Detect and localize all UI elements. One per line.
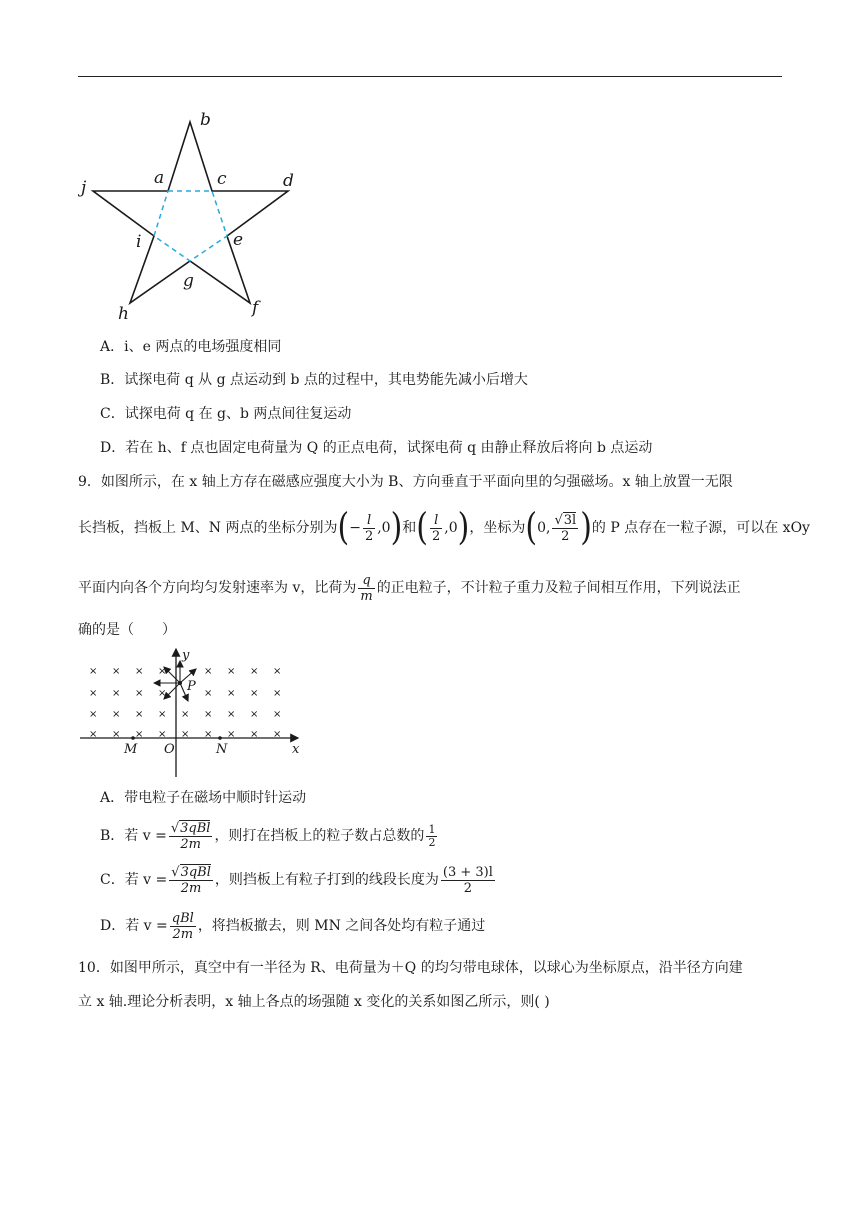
- q9-stem-line1: 9．如图所示，在 x 轴上方存在磁感应强度大小为 B、方向垂直于平面向里的匀强磁场。x 轴上放置一无限: [78, 474, 733, 490]
- q8-option-c: C．试探电荷 q 在 g、b 两点间往复运动: [100, 406, 352, 422]
- q9-stem-line3: 平面内向各个方向均匀发射速率为 v，比荷为 $\frac{q}{m}$ 的正电粒子，不计粒子重力及粒子间相互作用，下列说法正: [78, 572, 741, 604]
- field-cross-mark: ×: [158, 688, 167, 699]
- field-cross-mark: ×: [227, 709, 236, 720]
- field-cross-mark: ×: [112, 709, 121, 720]
- star-figure: [78, 105, 318, 325]
- q9-option-b: B．若 v = $\frac{\text{√3qBl}}{2m}$ ，则打在挡板上的粒子数占总数的 $\frac{1}{2}$: [100, 821, 436, 852]
- point-m: [131, 736, 135, 740]
- field-cross-mark: ×: [89, 729, 98, 740]
- label-d: d: [283, 171, 294, 191]
- field-cross-mark: ×: [250, 709, 259, 720]
- label-j: j: [81, 178, 87, 198]
- label-c: c: [217, 169, 227, 189]
- field-cross-mark: ×: [273, 666, 282, 677]
- label-f: f: [252, 298, 259, 318]
- field-cross-mark: ×: [112, 688, 121, 699]
- q10-stem-line2: 立 x 轴.理论分析表明，x 轴上各点的场强随 x 变化的关系如图乙所示，则( ): [78, 994, 550, 1010]
- label-a: a: [154, 168, 165, 188]
- field-cross-mark: ×: [227, 729, 236, 740]
- point-n: [218, 736, 222, 740]
- magnetic-field-figure: [78, 645, 308, 780]
- field-cross-mark: ×: [89, 666, 98, 677]
- field-cross-mark: ×: [204, 729, 213, 740]
- field-cross-mark: ×: [204, 709, 213, 720]
- label-y: y: [182, 648, 190, 663]
- label-e: e: [233, 230, 244, 250]
- field-cross-mark: ×: [89, 688, 98, 699]
- label-m: M: [124, 742, 138, 757]
- field-cross-mark: ×: [204, 688, 213, 699]
- q9-stem-line4: 确的是（ ）: [78, 622, 176, 638]
- field-cross-mark: ×: [135, 729, 144, 740]
- field-cross-mark: ×: [135, 709, 144, 720]
- field-cross-mark: ×: [250, 729, 259, 740]
- field-cross-mark: ×: [181, 729, 190, 740]
- q10-stem-line1: 10．如图甲所示，真空中有一半径为 R、电荷量为＋Q 的均匀带电球体，以球心为坐标原点，沿半径方向建: [78, 960, 743, 976]
- field-cross-mark: ×: [158, 709, 167, 720]
- q8-option-d: D．若在 h、f 点也固定电荷量为 Q 的正点电荷，试探电荷 q 由静止释放后将向 b 点运动: [100, 440, 653, 456]
- label-b: b: [200, 110, 211, 130]
- label-o: O: [164, 742, 175, 757]
- q9-option-c: C．若 v = $\frac{\text{√3qBl}}{2m}$ ，则挡板上有粒子打到的线段长度为 $\frac{(3 + 3)l}{2}$: [100, 864, 493, 896]
- label-i: i: [136, 232, 142, 252]
- point-p: [178, 681, 182, 685]
- field-cross-mark: ×: [112, 666, 121, 677]
- field-cross-mark: ×: [227, 688, 236, 699]
- field-cross-mark: ×: [227, 666, 236, 677]
- q8-option-a: A．i、e 两点的电场强度相同: [100, 339, 282, 355]
- field-cross-mark: ×: [112, 729, 121, 740]
- field-cross-mark: ×: [250, 666, 259, 677]
- field-cross-mark: ×: [273, 729, 282, 740]
- field-cross-mark: ×: [204, 666, 213, 677]
- field-cross-mark: ×: [158, 729, 167, 740]
- q9-option-a: A．带电粒子在磁场中顺时针运动: [100, 790, 307, 806]
- dashed-pentagon: [154, 191, 227, 261]
- label-g: g: [183, 271, 194, 291]
- field-cross-mark: ×: [89, 709, 98, 720]
- header-rule: [78, 76, 782, 77]
- label-x: x: [292, 742, 300, 757]
- q9-stem-line2: 长挡板，挡板上 M、N 两点的坐标分别为(− $\frac{l}{2}$ ,0)和( $\frac{l}{2}$ ,0)，坐标为(0, $\frac{√3l}{2}$ )的 P 点存在一粒子源，可以在 xOy: [78, 505, 810, 550]
- field-cross-mark: ×: [135, 666, 144, 677]
- field-cross-mark: ×: [273, 709, 282, 720]
- field-crosses: [89, 666, 281, 740]
- field-cross-mark: ×: [250, 688, 259, 699]
- label-p: P: [187, 679, 196, 694]
- field-cross-mark: ×: [135, 688, 144, 699]
- field-cross-mark: ×: [158, 666, 167, 677]
- q9-option-d: D．若 v = $\frac{\text{qBl}}{2m}$ ，将挡板撤去，则 MN 之间各处均有粒子通过: [100, 910, 486, 942]
- label-h: h: [118, 304, 129, 324]
- field-cross-mark: ×: [181, 709, 190, 720]
- field-cross-mark: ×: [273, 688, 282, 699]
- q8-option-b: B．试探电荷 q 从 g 点运动到 b 点的过程中，其电势能先减小后增大: [100, 372, 528, 388]
- label-n: N: [216, 742, 228, 757]
